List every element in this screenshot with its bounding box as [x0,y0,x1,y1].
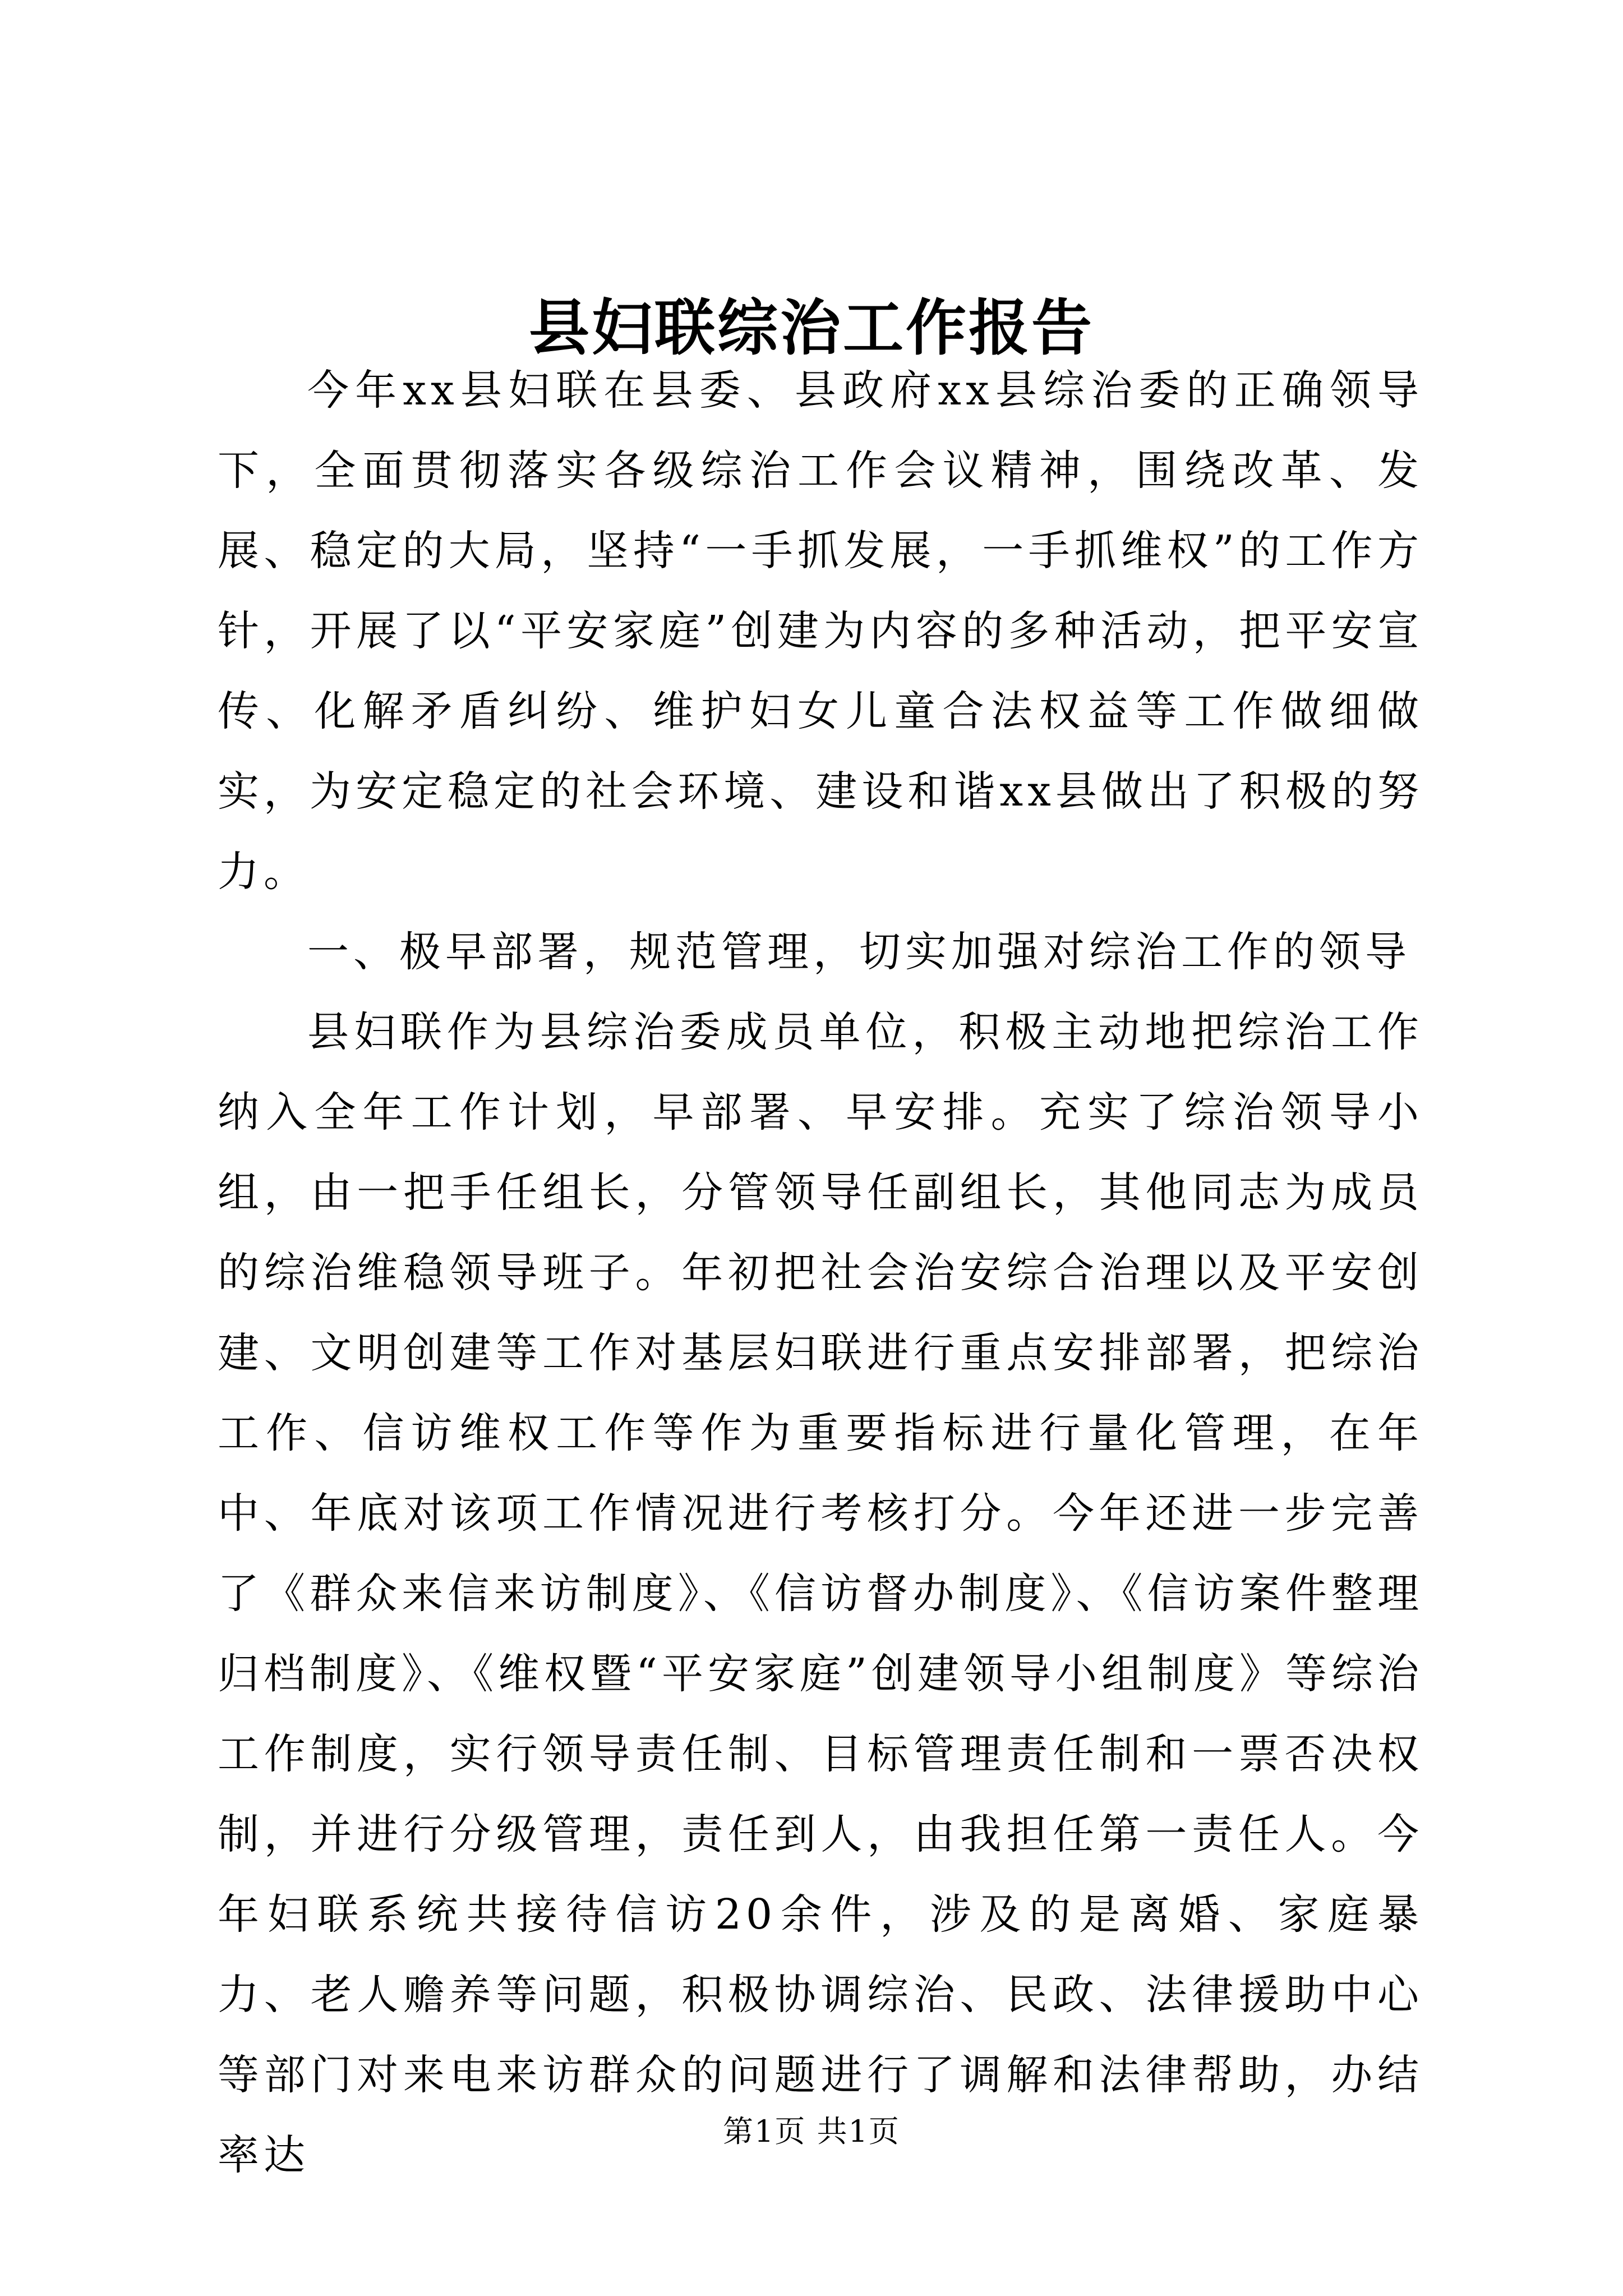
page-footer: 第1页 共1页 [723,2114,900,2149]
paragraph-intro: 今年xx县妇联在县委、县政府xx县综治委的正确领导下，全面贯彻落实各级综治工作会议精神，围绕改革、发展、稳定的大局，坚持“一手抓发展，一手抓维权”的工作方针，开展了以“平安家庭”创建为内容的多种活动，把平安宣传、化解矛盾纠纷、维护妇女儿童合法权益等工作做细做实，为安定稳定的社会环境、建设和谐xx县做出了积极的努力。 [218,366,1423,896]
section-heading-1: 一、极早部署，规范管理，切实加强对综治工作的领导 [307,928,1411,976]
document-body [218,351,1423,2196]
document-title: 县妇联综治工作报告 [528,293,1094,364]
paragraph-section-1: 县妇联作为县综治委成员单位，积极主动地把综治工作纳入全年工作计划，早部署、早安排。充实了综治领导小组，由一把手任组长，分管领导任副组长，其他同志为成员的综治维稳领导班子。年初把社会治安综合治理以及平安创建、文明创建等工作对基层妇联进行重点安排部署，把综治工作、信访维权工作等作为重要指标进行量化管理，在年中、年底对该项工作情况进行考核打分。今年还进一步完善了《群众来信来访制度》、《信访督办制度》、《信访案件整理归档制度》、《维权暨“平安家庭”创建领导小组制度》等综治工作制度，实行领导责任制、目标管理责任制和一票否决权制，并进行分级管理，责任到人，由我担任第一责任人。今年妇联系统共接待信访20余件，涉及的是离婚、家庭暴力、老人赡养等问题，积极协调综治、民政、法律援助中心等部门对来电来访群众的问题进行了调解和法律帮助，办结率达 [218,1008,1423,2179]
